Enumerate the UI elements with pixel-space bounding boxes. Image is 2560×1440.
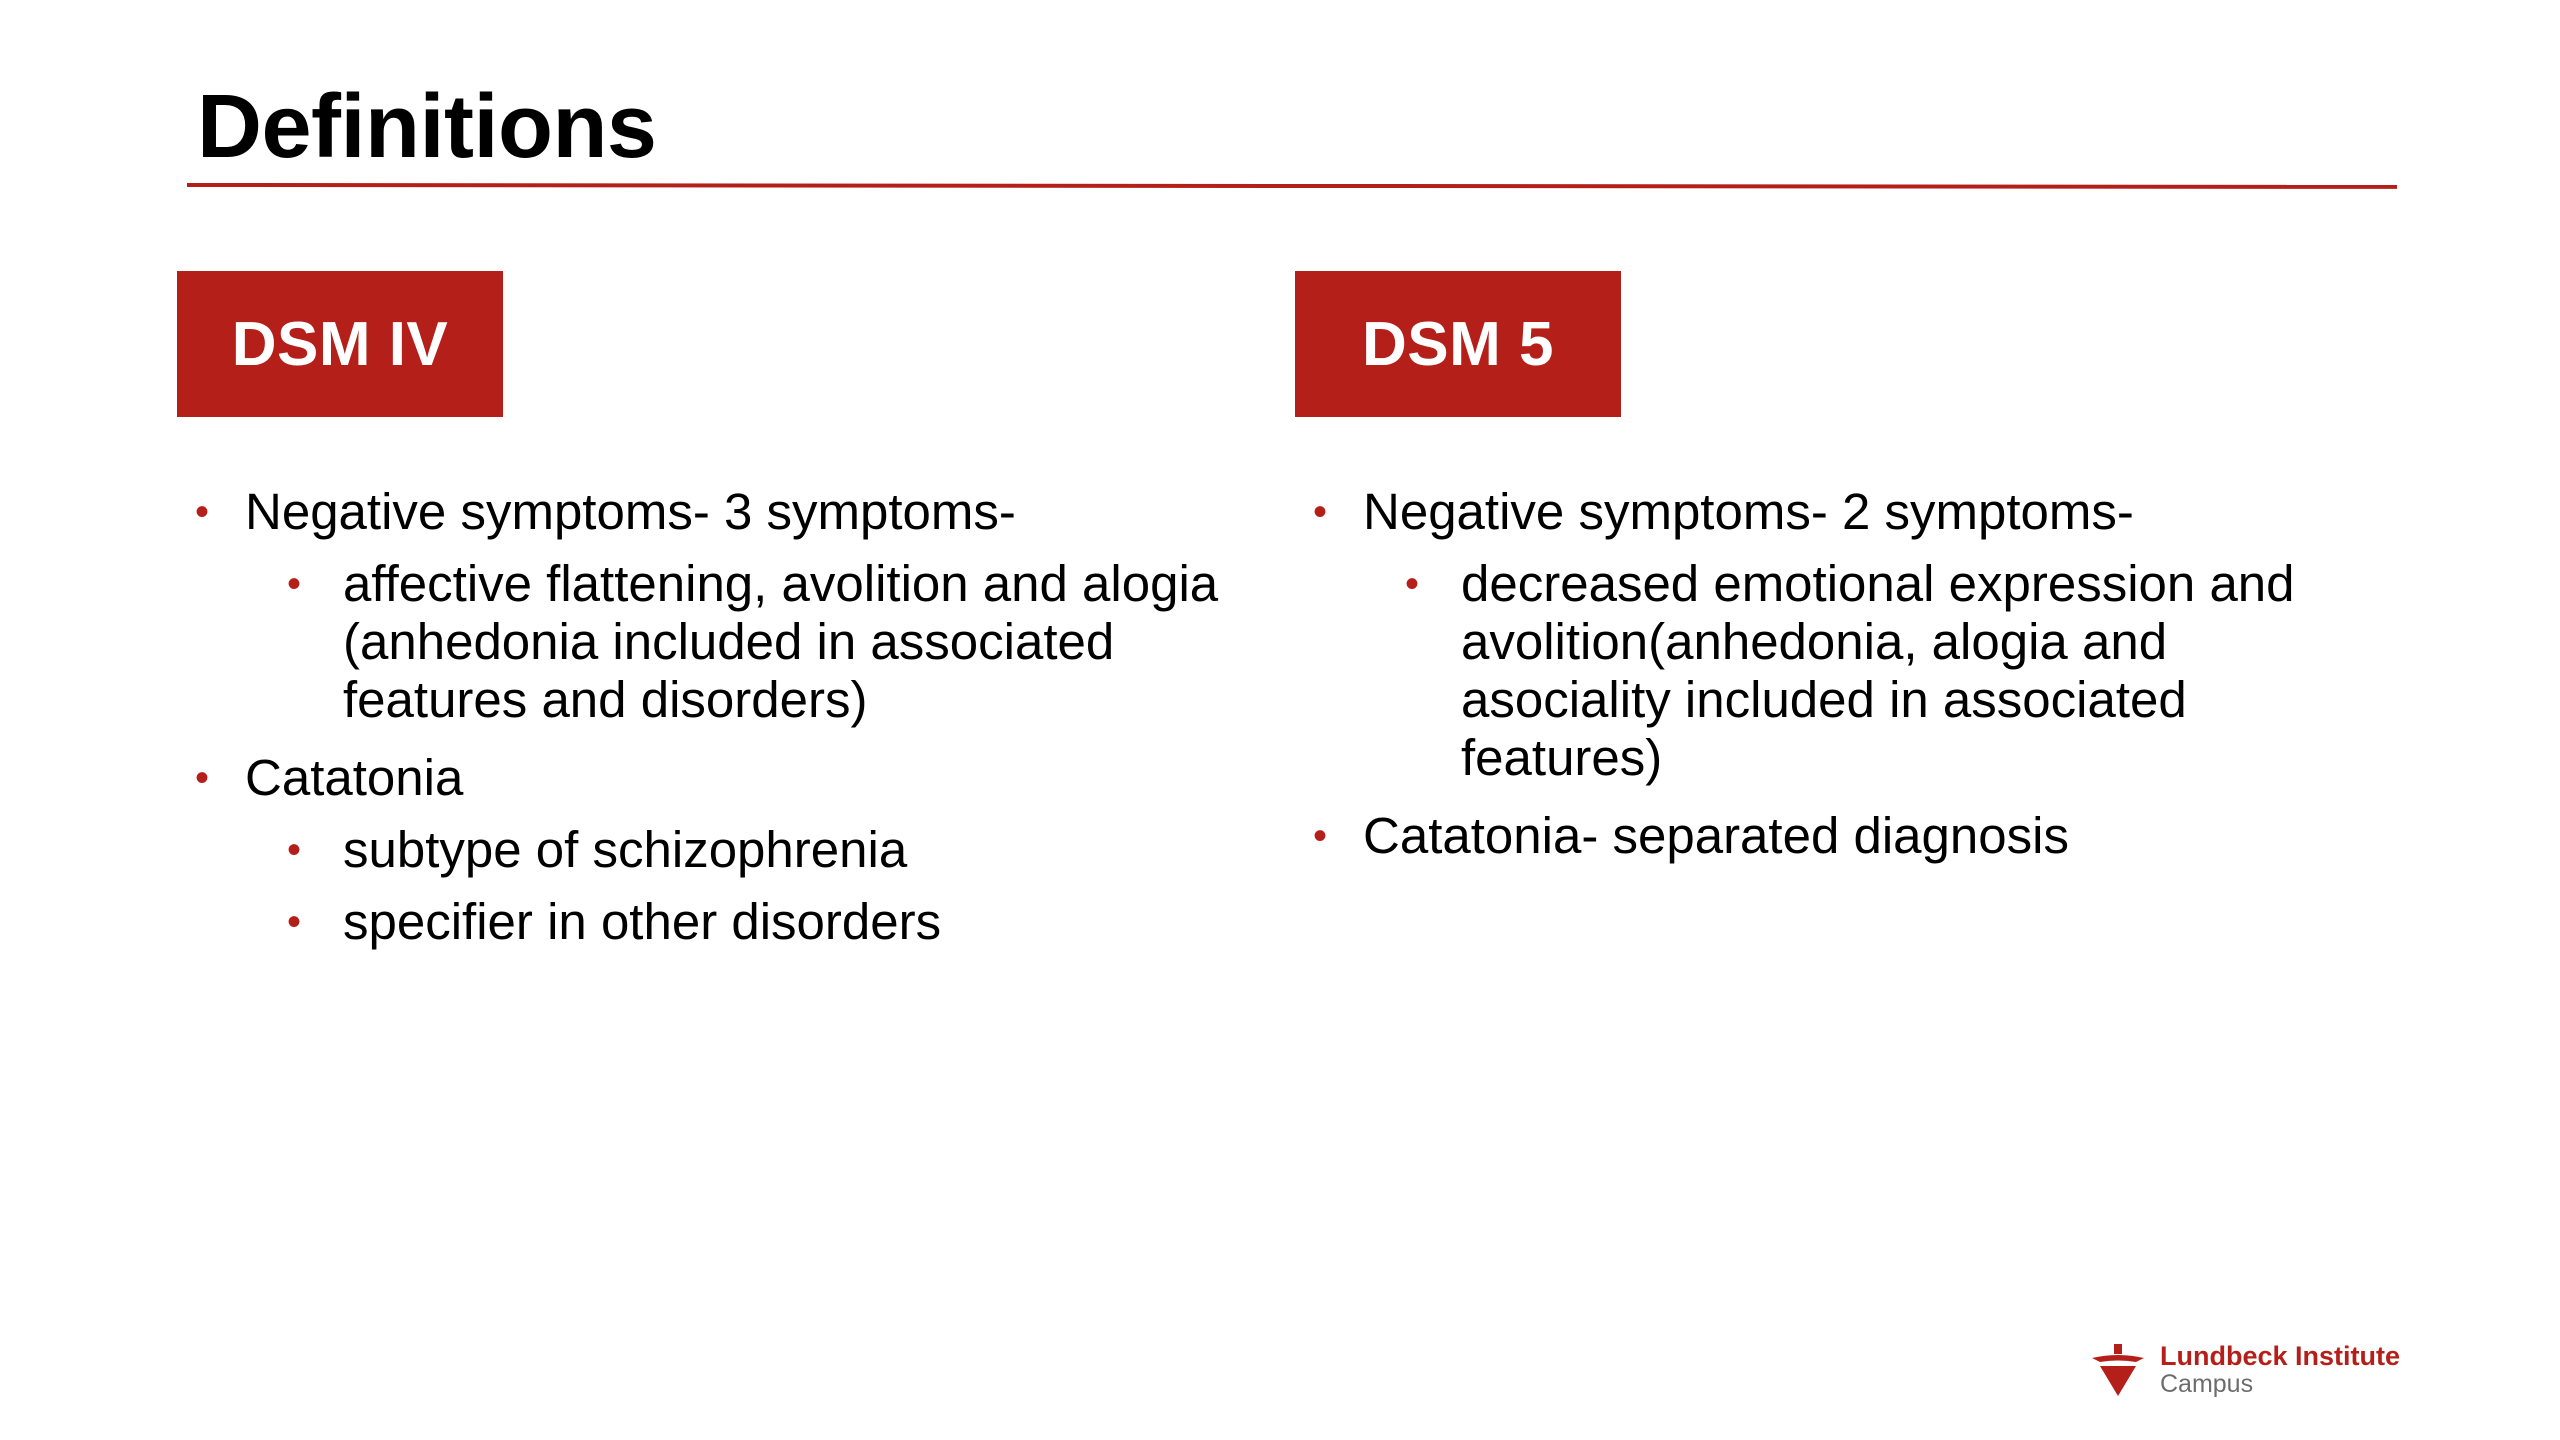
sub-bullet-list [245, 555, 1237, 729]
bullet-text: Negative symptoms- 2 symptoms- [1363, 483, 2134, 540]
slide-title: Definitions [197, 77, 657, 177]
dsm-5-header: DSM 5 [1295, 271, 1621, 417]
sub-bullet-item: • decreased emotional expression and avolition(anhedonia, alogia and asociality included in associated features) [1363, 555, 2375, 787]
bullet-item [1295, 807, 2375, 865]
sub-bullet-item: • affective flattening, avolition and alogia (anhedonia included in associated features and disorders) [245, 555, 1237, 729]
lundbeck-logo-icon [2090, 1342, 2146, 1398]
dsm-5-bullet-list [1295, 483, 2375, 865]
dsm-5-column [1295, 271, 2375, 885]
logo-text [2160, 1342, 2400, 1398]
sub-bullet-list [245, 821, 1237, 951]
bullet-item [177, 483, 1237, 729]
bullet-item [177, 749, 1237, 951]
title-divider [187, 183, 2397, 189]
bullet-text: Catatonia- separated diagnosis [1363, 807, 2069, 864]
dsm-iv-bullet-list [177, 483, 1237, 951]
bullet-item [1295, 483, 2375, 787]
bullet-text: Catatonia [245, 749, 464, 806]
sub-bullet-list [1363, 555, 2375, 787]
sub-bullet-item: • specifier in other disorders [245, 893, 1237, 951]
dsm-iv-header: DSM IV [177, 271, 503, 417]
lundbeck-logo [2090, 1342, 2400, 1398]
sub-bullet-item: • subtype of schizophrenia [245, 821, 1237, 879]
bullet-text: Negative symptoms- 3 symptoms- [245, 483, 1016, 540]
logo-subtitle: Campus [2160, 1370, 2254, 1398]
dsm-iv-column [177, 271, 1237, 971]
logo-name: Lundbeck Institute [2160, 1341, 2401, 1371]
